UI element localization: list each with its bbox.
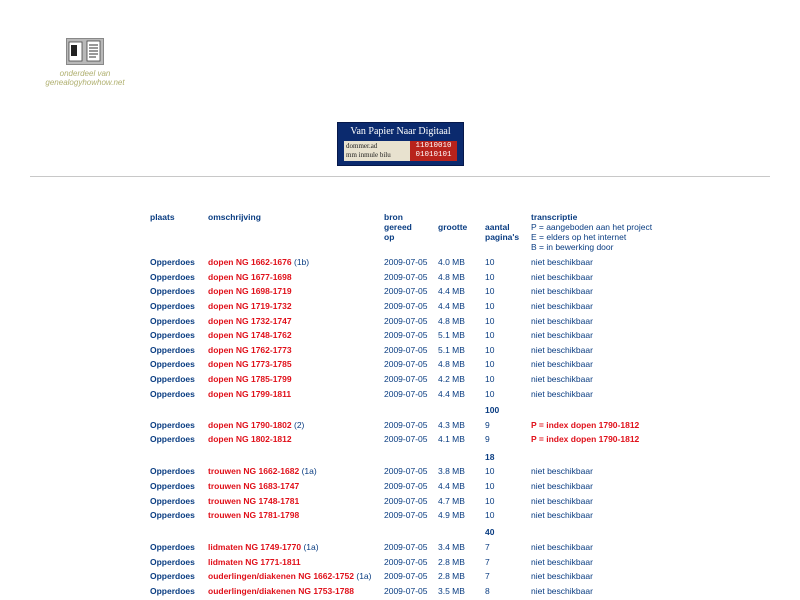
cell-grootte: 4.0 MB [438, 257, 465, 267]
cell-bron-gereed-op: 2009-07-05 [384, 420, 428, 430]
record-link[interactable]: dopen NG 1790-1802 [208, 420, 292, 430]
banner-binary-image [410, 141, 457, 161]
record-suffix: (1a) [303, 542, 319, 552]
record-link[interactable]: dopen NG 1762-1773 [208, 345, 292, 355]
cell-transcriptie: niet beschikbaar [531, 466, 593, 476]
cell-bron-gereed-op: 2009-07-05 [384, 374, 428, 384]
cell-plaats: Opperdoes [150, 374, 195, 384]
cell-transcriptie: niet beschikbaar [531, 359, 593, 369]
cell-transcriptie: niet beschikbaar [531, 481, 593, 491]
cell-omschrijving [208, 344, 292, 356]
cell-transcriptie: niet beschikbaar [531, 542, 593, 552]
cell-bron-gereed-op: 2009-07-05 [384, 434, 428, 444]
cell-transcriptie: niet beschikbaar [531, 257, 593, 267]
record-link[interactable]: dopen NG 1719-1732 [208, 301, 292, 311]
cell-aantal-paginas: 8 [485, 586, 490, 596]
record-link[interactable]: trouwen NG 1683-1747 [208, 481, 300, 491]
cell-plaats: Opperdoes [150, 359, 195, 369]
cell-omschrijving [208, 271, 292, 283]
cell-aantal-paginas: 10 [485, 301, 495, 311]
record-link[interactable]: trouwen NG 1748-1781 [208, 496, 300, 506]
cell-grootte: 3.5 MB [438, 586, 465, 596]
cell-omschrijving [208, 300, 292, 312]
cell-aantal-paginas: 10 [485, 389, 495, 399]
cell-aantal-paginas: 9 [485, 420, 490, 430]
cell-aantal-paginas: 10 [485, 510, 495, 520]
cell-plaats: Opperdoes [150, 257, 195, 267]
cell-plaats: Opperdoes [150, 481, 195, 491]
cell-aantal-paginas: 10 [485, 496, 495, 506]
cell-aantal-paginas: 10 [485, 359, 495, 369]
van-papier-naar-digitaal-banner[interactable] [337, 122, 464, 166]
record-link[interactable]: ouderlingen/diakenen NG 1753-1788 [208, 586, 354, 596]
record-suffix: (1a) [356, 571, 372, 581]
cell-transcriptie: niet beschikbaar [531, 557, 593, 567]
record-suffix: (2) [294, 420, 305, 430]
header-omschrijving: omschrijving [208, 212, 261, 222]
cell-plaats: Opperdoes [150, 542, 195, 552]
cell-grootte: 4.4 MB [438, 389, 465, 399]
cell-omschrijving [208, 585, 354, 597]
cell-aantal-paginas: 10 [485, 466, 495, 476]
header-transcriptie [531, 212, 652, 252]
cell-aantal-paginas: 10 [485, 374, 495, 384]
cell-bron-gereed-op: 2009-07-05 [384, 316, 428, 326]
group-total-pages: 18 [485, 452, 495, 462]
cell-aantal-paginas: 10 [485, 257, 495, 267]
cell-aantal-paginas: 7 [485, 542, 490, 552]
cell-grootte: 5.1 MB [438, 345, 465, 355]
banner-binary-line1: 11010010 [415, 142, 452, 150]
cell-transcriptie[interactable]: P = index dopen 1790-1812 [531, 420, 640, 430]
record-link[interactable]: dopen NG 1785-1799 [208, 374, 292, 384]
cell-transcriptie: niet beschikbaar [531, 389, 593, 399]
record-link[interactable]: dopen NG 1748-1762 [208, 330, 292, 340]
cell-transcriptie: niet beschikbaar [531, 571, 593, 581]
cell-transcriptie: niet beschikbaar [531, 345, 593, 355]
cell-transcriptie: niet beschikbaar [531, 330, 593, 340]
divider [30, 176, 770, 177]
cell-bron-gereed-op: 2009-07-05 [384, 330, 428, 340]
cell-grootte: 4.4 MB [438, 286, 465, 296]
cell-bron-gereed-op: 2009-07-05 [384, 301, 428, 311]
cell-bron-gereed-op: 2009-07-05 [384, 466, 428, 476]
banner-title: Van Papier Naar Digitaal [350, 126, 451, 137]
cell-aantal-paginas: 10 [485, 286, 495, 296]
cell-bron-gereed-op: 2009-07-05 [384, 510, 428, 520]
banner-manuscript-line2: mm inmule bilu [346, 151, 391, 159]
cell-grootte: 3.8 MB [438, 466, 465, 476]
cell-omschrijving [208, 315, 292, 327]
cell-transcriptie: niet beschikbaar [531, 374, 593, 384]
cell-bron-gereed-op: 2009-07-05 [384, 586, 428, 596]
header-bron [384, 212, 412, 242]
cell-aantal-paginas: 10 [485, 481, 495, 491]
cell-omschrijving [208, 388, 291, 400]
cell-transcriptie: niet beschikbaar [531, 286, 593, 296]
record-link[interactable]: lidmaten NG 1771-1811 [208, 557, 301, 567]
cell-plaats: Opperdoes [150, 510, 195, 520]
cell-aantal-paginas: 10 [485, 345, 495, 355]
cell-grootte: 5.1 MB [438, 330, 465, 340]
record-link[interactable]: dopen NG 1802-1812 [208, 434, 292, 444]
cell-omschrijving [208, 495, 299, 507]
cell-transcriptie: niet beschikbaar [531, 316, 593, 326]
cell-aantal-paginas: 10 [485, 272, 495, 282]
cell-plaats: Opperdoes [150, 420, 195, 430]
cell-grootte: 4.3 MB [438, 420, 465, 430]
cell-transcriptie: niet beschikbaar [531, 272, 593, 282]
cell-aantal-paginas: 10 [485, 316, 495, 326]
cell-plaats: Opperdoes [150, 571, 195, 581]
record-link[interactable]: dopen NG 1799-1811 [208, 389, 292, 399]
legend-p: P = aangeboden aan het project [531, 222, 653, 232]
record-link[interactable]: trouwen NG 1781-1798 [208, 510, 300, 520]
cell-plaats: Opperdoes [150, 434, 195, 444]
cell-transcriptie[interactable]: P = index dopen 1790-1812 [531, 434, 640, 444]
logo-caption[interactable] [30, 69, 140, 87]
cell-bron-gereed-op: 2009-07-05 [384, 286, 428, 296]
cell-plaats: Opperdoes [150, 345, 195, 355]
header-aantal-line2: pagina's [485, 232, 520, 242]
cell-plaats: Opperdoes [150, 557, 195, 567]
header-plaats: plaats [150, 212, 175, 222]
cell-grootte: 2.8 MB [438, 571, 465, 581]
header-grootte: grootte [438, 222, 468, 232]
cell-grootte: 2.8 MB [438, 557, 465, 567]
cell-grootte: 4.4 MB [438, 481, 465, 491]
legend-e: E = elders op het internet [531, 232, 627, 242]
cell-grootte: 4.8 MB [438, 272, 465, 282]
group-total-pages: 100 [485, 405, 500, 415]
cell-plaats: Opperdoes [150, 286, 195, 296]
site-logo[interactable] [66, 38, 104, 65]
cell-omschrijving [208, 358, 292, 370]
cell-bron-gereed-op: 2009-07-05 [384, 481, 428, 491]
cell-aantal-paginas: 9 [485, 434, 490, 444]
cell-aantal-paginas: 7 [485, 571, 490, 581]
banner-manuscript-line1: dommer.ad [346, 142, 378, 150]
record-suffix: (1a) [301, 466, 317, 476]
header-aantal [485, 222, 519, 242]
header-bron-line2: gereed op [384, 222, 412, 242]
cell-omschrijving [208, 509, 299, 521]
record-suffix: (1b) [294, 257, 310, 267]
cell-grootte: 4.8 MB [438, 316, 465, 326]
cell-omschrijving [208, 419, 304, 431]
cell-grootte: 4.2 MB [438, 374, 465, 384]
cell-bron-gereed-op: 2009-07-05 [384, 389, 428, 399]
cell-aantal-paginas: 10 [485, 330, 495, 340]
cell-plaats: Opperdoes [150, 496, 195, 506]
cell-omschrijving [208, 373, 292, 385]
cell-plaats: Opperdoes [150, 466, 195, 476]
header-aantal-line1: aantal [485, 222, 510, 232]
cell-omschrijving [208, 329, 292, 341]
cell-omschrijving [208, 570, 371, 582]
cell-grootte: 4.8 MB [438, 359, 465, 369]
cell-grootte: 4.4 MB [438, 301, 465, 311]
cell-omschrijving [208, 433, 292, 445]
cell-bron-gereed-op: 2009-07-05 [384, 557, 428, 567]
header-transcriptie-title: transcriptie [531, 212, 578, 222]
record-link[interactable]: dopen NG 1677-1698 [208, 272, 292, 282]
cell-omschrijving [208, 541, 319, 553]
cell-bron-gereed-op: 2009-07-05 [384, 496, 428, 506]
cell-transcriptie: niet beschikbaar [531, 496, 593, 506]
logo-caption-line2: genealogyhowhow.net [45, 78, 125, 87]
cell-transcriptie: niet beschikbaar [531, 586, 593, 596]
cell-omschrijving [208, 285, 292, 297]
cell-aantal-paginas: 7 [485, 557, 490, 567]
logo-caption-line1: onderdeel van [59, 69, 111, 78]
record-link[interactable]: dopen NG 1662-1676 [208, 257, 292, 267]
record-link[interactable]: dopen NG 1773-1785 [208, 359, 292, 369]
record-link[interactable]: dopen NG 1698-1719 [208, 286, 292, 296]
cell-plaats: Opperdoes [150, 389, 195, 399]
legend-b: B = in bewerking door [531, 242, 614, 252]
cell-omschrijving [208, 256, 309, 268]
cell-bron-gereed-op: 2009-07-05 [384, 359, 428, 369]
cell-omschrijving [208, 556, 301, 568]
cell-grootte: 4.1 MB [438, 434, 465, 444]
cell-grootte: 4.9 MB [438, 510, 465, 520]
record-link[interactable]: dopen NG 1732-1747 [208, 316, 292, 326]
group-total-pages: 40 [485, 527, 495, 537]
cell-bron-gereed-op: 2009-07-05 [384, 542, 428, 552]
record-link[interactable]: lidmaten NG 1749-1770 [208, 542, 302, 552]
banner-binary-line2: 01010101 [415, 151, 452, 159]
cell-grootte: 4.7 MB [438, 496, 465, 506]
header-bron-line1: bron [384, 212, 403, 222]
cell-plaats: Opperdoes [150, 316, 195, 326]
cell-omschrijving [208, 465, 317, 477]
cell-plaats: Opperdoes [150, 586, 195, 596]
cell-plaats: Opperdoes [150, 272, 195, 282]
record-link[interactable]: ouderlingen/diakenen NG 1662-1752 [208, 571, 354, 581]
cell-plaats: Opperdoes [150, 301, 195, 311]
cell-transcriptie: niet beschikbaar [531, 510, 593, 520]
cell-grootte: 3.4 MB [438, 542, 465, 552]
cell-omschrijving [208, 480, 299, 492]
banner-manuscript-image [344, 141, 410, 161]
cell-plaats: Opperdoes [150, 330, 195, 340]
cell-bron-gereed-op: 2009-07-05 [384, 272, 428, 282]
record-link[interactable]: trouwen NG 1662-1682 [208, 466, 300, 476]
cell-bron-gereed-op: 2009-07-05 [384, 571, 428, 581]
cell-transcriptie: niet beschikbaar [531, 301, 593, 311]
cell-bron-gereed-op: 2009-07-05 [384, 345, 428, 355]
cell-bron-gereed-op: 2009-07-05 [384, 257, 428, 267]
